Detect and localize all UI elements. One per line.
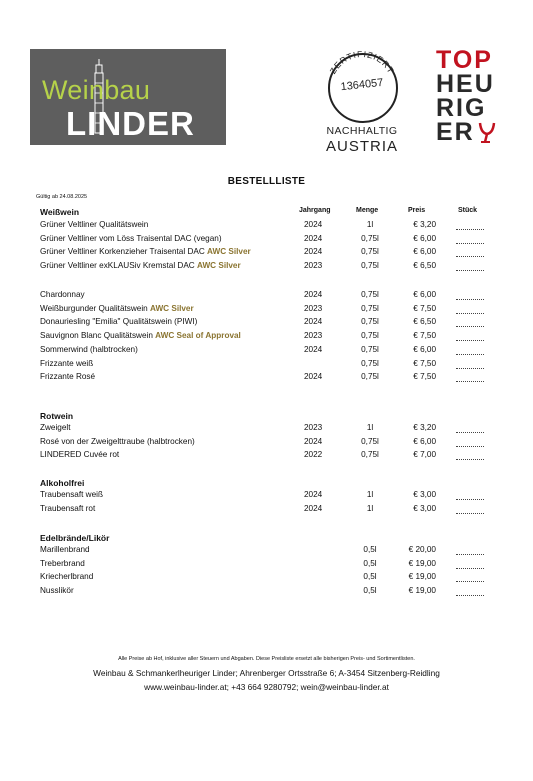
quantity-blank-field[interactable] xyxy=(456,359,484,369)
product-row xyxy=(0,359,533,371)
product-price: € 7,50 xyxy=(413,372,436,382)
product-name: Treberbrand xyxy=(40,558,85,568)
product-qty: 0,75l xyxy=(361,290,379,299)
product-row xyxy=(0,247,533,259)
product-price: € 6,50 xyxy=(413,261,436,271)
product-price: € 20,00 xyxy=(408,545,436,554)
product-price: € 6,00 xyxy=(413,344,436,354)
award-label: AWC Seal of Approval xyxy=(155,331,241,341)
footer-contact: www.weinbau-linder.at; +43 664 9280792; wein@weinbau-linder.at xyxy=(144,682,389,692)
top-heuriger-r2: HEU xyxy=(436,70,495,98)
product-year: 2024 xyxy=(304,233,323,243)
product-row xyxy=(0,317,533,329)
award-label: AWC Silver xyxy=(207,247,251,257)
product-qty: 0,75l xyxy=(361,450,379,460)
product-name: Sommerwind (halbtrocken) xyxy=(40,344,138,354)
product-qty: 1l xyxy=(366,490,374,499)
product-price: € 3,20 xyxy=(413,423,436,432)
product-row xyxy=(0,372,533,384)
quantity-blank-field[interactable] xyxy=(456,559,484,569)
product-name: Kriecherlbrand xyxy=(40,572,94,582)
product-price: € 6,50 xyxy=(413,317,436,327)
product-year: 2023 xyxy=(304,331,323,341)
product-qty: 1l xyxy=(366,220,374,229)
product-row xyxy=(0,437,533,449)
footer-note: Alle Preise ab Hof, inklusive aller Steuern und Abgaben. Diese Preisliste ersetzt alle bisherigen Preis- und Sortimentlisten. xyxy=(118,656,415,662)
quantity-blank-field[interactable] xyxy=(456,572,484,582)
product-name: Traubensaft rot xyxy=(40,503,96,513)
product-row xyxy=(0,261,533,273)
quantity-blank-field[interactable] xyxy=(456,317,484,327)
product-row xyxy=(0,331,533,343)
product-name: Traubensaft weiß xyxy=(40,490,103,499)
section-title-weisswein: Weißwein xyxy=(40,207,80,217)
product-year: 2024 xyxy=(304,490,323,499)
product-price: € 19,00 xyxy=(408,586,436,596)
quantity-blank-field[interactable] xyxy=(456,261,484,271)
seal-arc-text xyxy=(318,47,406,107)
product-price: € 19,00 xyxy=(408,558,436,568)
product-qty: 1l xyxy=(366,423,374,432)
quantity-blank-field[interactable] xyxy=(456,450,484,460)
product-name: Grüner Veltliner vom Löss Traisental DAC (vegan) xyxy=(40,233,222,243)
product-qty: 0,75l xyxy=(361,233,379,243)
logo-text-weinbau: Weinbau xyxy=(42,75,151,105)
product-year: 2024 xyxy=(304,317,323,327)
product-qty: 0,75l xyxy=(361,372,379,382)
product-qty: 0,75l xyxy=(361,317,379,327)
product-row xyxy=(0,572,533,584)
product-name: Grüner Veltliner Qualitätswein xyxy=(40,220,149,229)
section-title: Alkoholfrei xyxy=(40,478,85,488)
product-row xyxy=(0,304,533,316)
product-name: LINDERED Cuvée rot xyxy=(40,450,120,460)
quantity-blank-field[interactable] xyxy=(456,586,484,596)
quantity-blank-field[interactable] xyxy=(456,437,484,447)
product-price: € 6,00 xyxy=(413,436,436,446)
product-price: € 3,00 xyxy=(413,503,436,513)
section-title: Edelbrände/Likör xyxy=(40,533,110,543)
product-name: Sauvignon Blanc Qualitätswein AWC Seal of Approval xyxy=(40,331,241,341)
quantity-blank-field[interactable] xyxy=(456,331,484,341)
quantity-blank-field[interactable] xyxy=(456,234,484,244)
product-row xyxy=(0,559,533,571)
product-year: 2024 xyxy=(304,436,323,446)
product-row xyxy=(0,234,533,246)
product-qty: 0,5l xyxy=(363,545,377,554)
top-heuriger-r1: TOP xyxy=(436,46,493,74)
column-header-qty: Menge xyxy=(356,207,379,214)
product-year: 2023 xyxy=(304,261,323,271)
product-name: Weißburgunder Qualitätswein AWC Silver xyxy=(40,303,194,313)
top-heuriger-logo xyxy=(436,48,506,158)
product-year: 2024 xyxy=(304,344,323,354)
product-name: Grüner Veltliner Korkenzieher Traisental DAC AWC Silver xyxy=(40,247,251,257)
seal-line-1: NACHHALTIG xyxy=(326,125,398,137)
product-qty: 0,75l xyxy=(361,436,379,446)
product-year: 2024 xyxy=(304,372,323,382)
product-name: Chardonnay xyxy=(40,290,85,299)
product-row xyxy=(0,220,533,232)
product-qty: 1l xyxy=(366,503,374,513)
product-year: 2024 xyxy=(304,290,323,299)
weinbau-linder-logo xyxy=(30,49,226,145)
product-price: € 3,00 xyxy=(413,490,436,499)
column-header-count: Stück xyxy=(458,207,478,214)
product-qty: 0,75l xyxy=(361,358,379,368)
product-year: 2024 xyxy=(304,503,323,513)
product-name: Nusslikör xyxy=(40,586,74,596)
top-heuriger-r3: RIG xyxy=(436,94,487,122)
product-row xyxy=(0,450,533,462)
page-title: BESTELLLISTE xyxy=(227,176,306,187)
product-qty: 0,75l xyxy=(361,331,379,341)
product-row xyxy=(0,423,533,435)
seal-line-2: AUSTRIA xyxy=(325,138,398,155)
product-qty: 0,5l xyxy=(363,558,377,568)
product-qty: 0,5l xyxy=(363,586,377,596)
quantity-blank-field[interactable] xyxy=(456,372,484,382)
quantity-blank-field[interactable] xyxy=(456,504,484,514)
product-row xyxy=(0,545,533,557)
product-year: 2022 xyxy=(304,450,323,460)
product-price: € 7,50 xyxy=(413,303,436,313)
seal-arc-label: ZERTIFIZIERT xyxy=(327,48,397,76)
product-price: € 6,00 xyxy=(413,233,436,243)
product-name: Marillenbrand xyxy=(40,545,90,554)
product-price: € 3,20 xyxy=(413,220,436,229)
product-qty: 0,75l xyxy=(361,261,379,271)
svg-text:ZERTIFIZIERT xyxy=(328,49,397,76)
nachhaltig-austria-seal xyxy=(318,47,406,155)
top-heuriger-r4: ER xyxy=(436,118,475,146)
product-year: 2024 xyxy=(304,247,323,257)
product-name: Grüner Veltliner exKLAUSiv Kremstal DAC AWC Silver xyxy=(40,261,241,271)
product-row xyxy=(0,504,533,516)
wine-glass-icon xyxy=(477,122,497,144)
column-header-price: Preis xyxy=(408,207,426,214)
product-price: € 6,00 xyxy=(413,247,436,257)
quantity-blank-field[interactable] xyxy=(456,290,484,300)
product-price: € 7,50 xyxy=(413,358,436,368)
quantity-blank-field[interactable] xyxy=(456,345,484,355)
product-year: 2023 xyxy=(304,423,323,432)
product-name: Donauriesling "Emilia" Qualitätswein (PIWI) xyxy=(40,317,198,327)
product-row xyxy=(0,345,533,357)
product-qty: 0,75l xyxy=(361,303,379,313)
footer-address: Weinbau & Schmankerlheuriger Linder; Ahrenberger Ortsstraße 6; A-3454 Sitzenberg-Reidling xyxy=(93,668,440,678)
product-name: Rosé von der Zweigelttraube (halbtrocken) xyxy=(40,436,195,446)
quantity-blank-field[interactable] xyxy=(456,304,484,314)
product-name: Zweigelt xyxy=(40,423,71,432)
product-row xyxy=(0,586,533,598)
product-price: € 19,00 xyxy=(408,572,436,582)
column-header-year: Jahrgang xyxy=(299,207,331,214)
valid-from-note: Gültig ab 24.08.2025 xyxy=(36,194,88,200)
product-price: € 7,50 xyxy=(413,331,436,341)
logo-text-linder: LINDER xyxy=(66,105,195,142)
quantity-blank-field[interactable] xyxy=(456,220,484,230)
product-name: Frizzante weiß xyxy=(40,358,94,368)
product-price: € 7,00 xyxy=(413,450,436,460)
product-qty: 0,75l xyxy=(361,247,379,257)
product-qty: 0,5l xyxy=(363,572,377,582)
product-name: Frizzante Rosé xyxy=(40,372,96,382)
product-price: € 6,00 xyxy=(413,290,436,299)
award-label: AWC Silver xyxy=(149,303,194,313)
product-year: 2023 xyxy=(304,303,323,313)
quantity-blank-field[interactable] xyxy=(456,545,484,555)
quantity-blank-field[interactable] xyxy=(456,247,484,257)
product-row xyxy=(0,490,533,502)
section-title: Rotwein xyxy=(40,411,74,421)
product-year: 2024 xyxy=(304,220,323,229)
quantity-blank-field[interactable] xyxy=(456,423,484,433)
quantity-blank-field[interactable] xyxy=(456,490,484,500)
seal-number: 1364057 xyxy=(340,76,384,94)
product-row xyxy=(0,290,533,302)
product-qty: 0,75l xyxy=(361,344,379,354)
award-label: AWC Silver xyxy=(196,261,241,271)
